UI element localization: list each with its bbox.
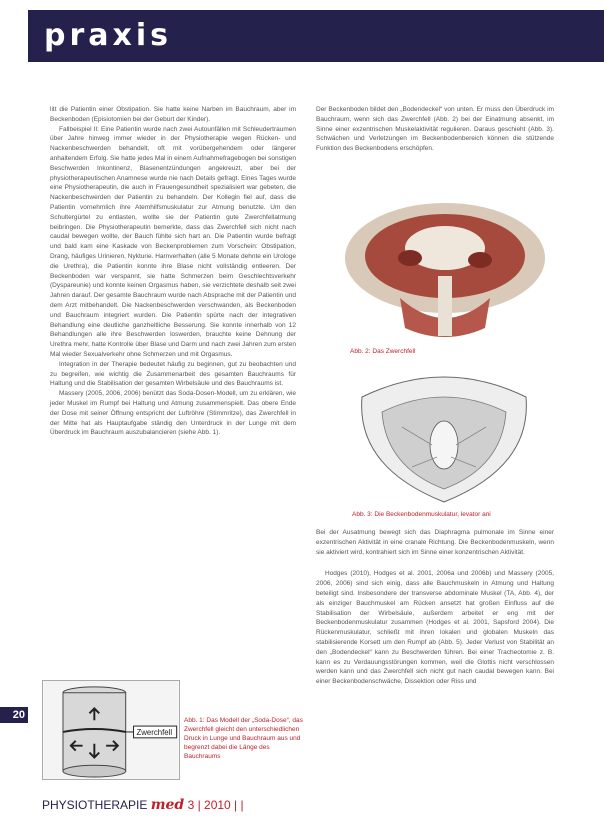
- soda-can-model-illustration: [42, 680, 180, 780]
- diaphragm-label: Zwerchfell: [136, 727, 173, 737]
- paragraph: Der Beckenboden bildet den „Bodendeckel“ von unten. Er muss den Überdruck im Bauchraum, wenn sich das Zwerchfell (Abb. 2) bei der Einatmung absenkt, im Sinne einer exzentrischen Muskelaktivität regulieren. Daraus geschieht (Abb. 3). Schwächen und Verletzungen im Beckenbodenbereich können die stützende Funktion des Beckenbodens erschöpfen.: [316, 106, 554, 153]
- pelvic-floor-illustration: [342, 357, 546, 507]
- left-column: [50, 105, 296, 438]
- paragraph: Hodges (2010), Hodges et al. 2001, 2006a und 2006b) und Massery (2005, 2006, 2006) sind sich einig, dass alle Bauchmuskeln in Atmung und Haltung beteiligt sind. Insbesondere der transverse abdominale Muskel (TA, Abb. 4), der als einziger Bauchmuskel am Rücken ansetzt hat großen Einfluss auf die Stabilisation der Wirbelsäule, außerdem arbeitet er eng mit der Beckenbodenmuskulatur zusammen (Hodges et al. 2001, Sapsford 2004). Die Rückenmuskulatur, schließt mit ihren lokalen und globalen Muskeln das stabilisierende Korsett um den Rumpf ab (Abb. 5). Jeder Verlust von Stabilität an den „Bodendeckel“ kann zu Beschwerden führen. Bei einer Tracheotomie z. B. kann es zu Verdauungsstörungen kommen, weil die Glottis nicht verschlossen werden kann und das Zwerchfell sich nicht gut nach caudal bewegen kann. Bei einer Beckenbodenschwäche, Dissektion oder Riss und: [316, 570, 554, 686]
- figure-caption: Abb. 1: Das Modell der „Soda-Dose“, das Zwerchfell gleicht den unterschiedlichen Druck in Lunge und Bauchraum aus und begrenzt dabei die Länge des Bauchraums: [184, 717, 303, 760]
- right-column: [316, 105, 554, 154]
- figure-caption: Abb. 3: Die Beckenbodenmuskulatur, levator ani: [352, 511, 491, 518]
- paragraph: Bei der Ausatmung bewegt sich das Diaphragma pulmonale im Sinne einer exzentrischen Aktivität in eine cranale Richtung. Die Beckenbodenmuskeln, wenn sie aktiviert wird, kontrahiert sich im Sinne einer konzentrischen Aktivität.: [316, 529, 554, 556]
- journal-name: PHYSIOTHERAPIE: [42, 798, 148, 812]
- footer: [42, 797, 244, 813]
- right-lower-column: [316, 528, 554, 687]
- page-number: 20: [0, 707, 28, 723]
- paragraph: Fallbeispiel II: Eine Patientin wurde nach zwei Autounfällen mit Schleudertraumen über Jahre hinweg immer wieder in der Physiotherapie wegen Rücken- und Nackenbeschwerden behandelt, oft mit vorübergehendem oder längerer anhaltendem Erfolg. Sie hatte jedes Mal in einem Aufnahmefragebogen bei sonstigen Beschwerden Inkontinenz, Blasenentzündungen angekreuzt, aber bei der physiotherapeutischen Anamnese wurde nie nach Details gefragt. Eines Tages wurde eine Physiotherapeutin, die auch in Frauengesundheit spezialisiert war gebeten, die Nackenbeschwerden der Patientin zu behandeln. Der Kollegin fiel auf, dass die Patientin vornehmlich ihre Atemhilfsmuskulatur zur Atmung benutzte. Um den Schultergürtel zu entlasten, wollte sie der Patientin gute Zwerchfellatmung beibringen. Die Physiotherapeutin bemerkte, dass das Zwerchfell sich nicht nach caudal bewegen wollte, der Bauch fühlte sich hart an. Die Patientin wurde befragt und bald kam eine Kaskade von Beckenproblemen zum Vorschein: Obstipation, Drang, häufiges Urinieren, Nykturie. Harnverhalten (alle 5 Monate dehnte ein Urologe die Urethra), die Patientin konnte ihre Blase nicht vollständig entleeren. Der Beckenboden war verspannt, sie hatte Schmerzen beim Geschlechtsverkehr (Dyspareunie) und konnte keinen Orgasmus haben, sie verzichtete deshalb seit zwei Jahren darauf. Der gesamte Bauchraum wurde nach Absprache mit der Patientin und dem Arzt mitbehandelt. Die Nackenbeschwerden verschwanden, als Beckenboden und Bauchraum integriert wurden. Die Patientin spürte nach der integrativen Behandlung eine deutliche ganzheitliche Besserung. Sie konnte innerhalb von 12 Behandlungen alle ihre Beschwerden loswerden, brauchte keine Dehnung der Urethra mehr, hatte Kontrolle über Blase und Darm und nach zwei Jahren zum ersten Mal wieder Sexualverkehr ohne Schmerzen und mit Orgasmus.: [50, 125, 296, 358]
- paragraph: Integration in der Therapie bedeutet häufig zu beginnen, gut zu beobachten und zu begreifen, wie wichtig die Zusammenarbeit des gesamten Bauchraums für Haltung und die Stabilisation der gesamten Wirbelsäule und des Bauchraums ist.: [50, 360, 296, 388]
- paragraph: Massery (2005, 2006, 2006) benützt das Soda-Dosen-Modell, um zu erklären, wie jeder Muskel im Rumpf bei Haltung und Atmung zusammenspielt. Das obere Ende der Dose mit seiner Öffnung entspricht der Luftröhre (Stimmritze), das Zwerchfell in der Mitte hat als Hauptaufgabe ständig den Unterdruck in der Lunge mit dem Überdruck im Bauchraum auszubalancieren (siehe Abb. 1).: [50, 390, 296, 437]
- diaphragm-illustration: [340, 198, 550, 346]
- section-title: praxis: [44, 18, 173, 53]
- figure-caption: Abb. 2: Das Zwerchfell: [350, 348, 416, 355]
- paragraph: litt die Patientin einer Obstipation. Sie hatte keine Narben im Bauchraum, aber im Beckenboden (Episiotomien bei der Geburt der Kinder).: [50, 106, 296, 123]
- issue-number: 3 | 2010 | |: [187, 798, 244, 812]
- journal-med: med: [150, 797, 185, 813]
